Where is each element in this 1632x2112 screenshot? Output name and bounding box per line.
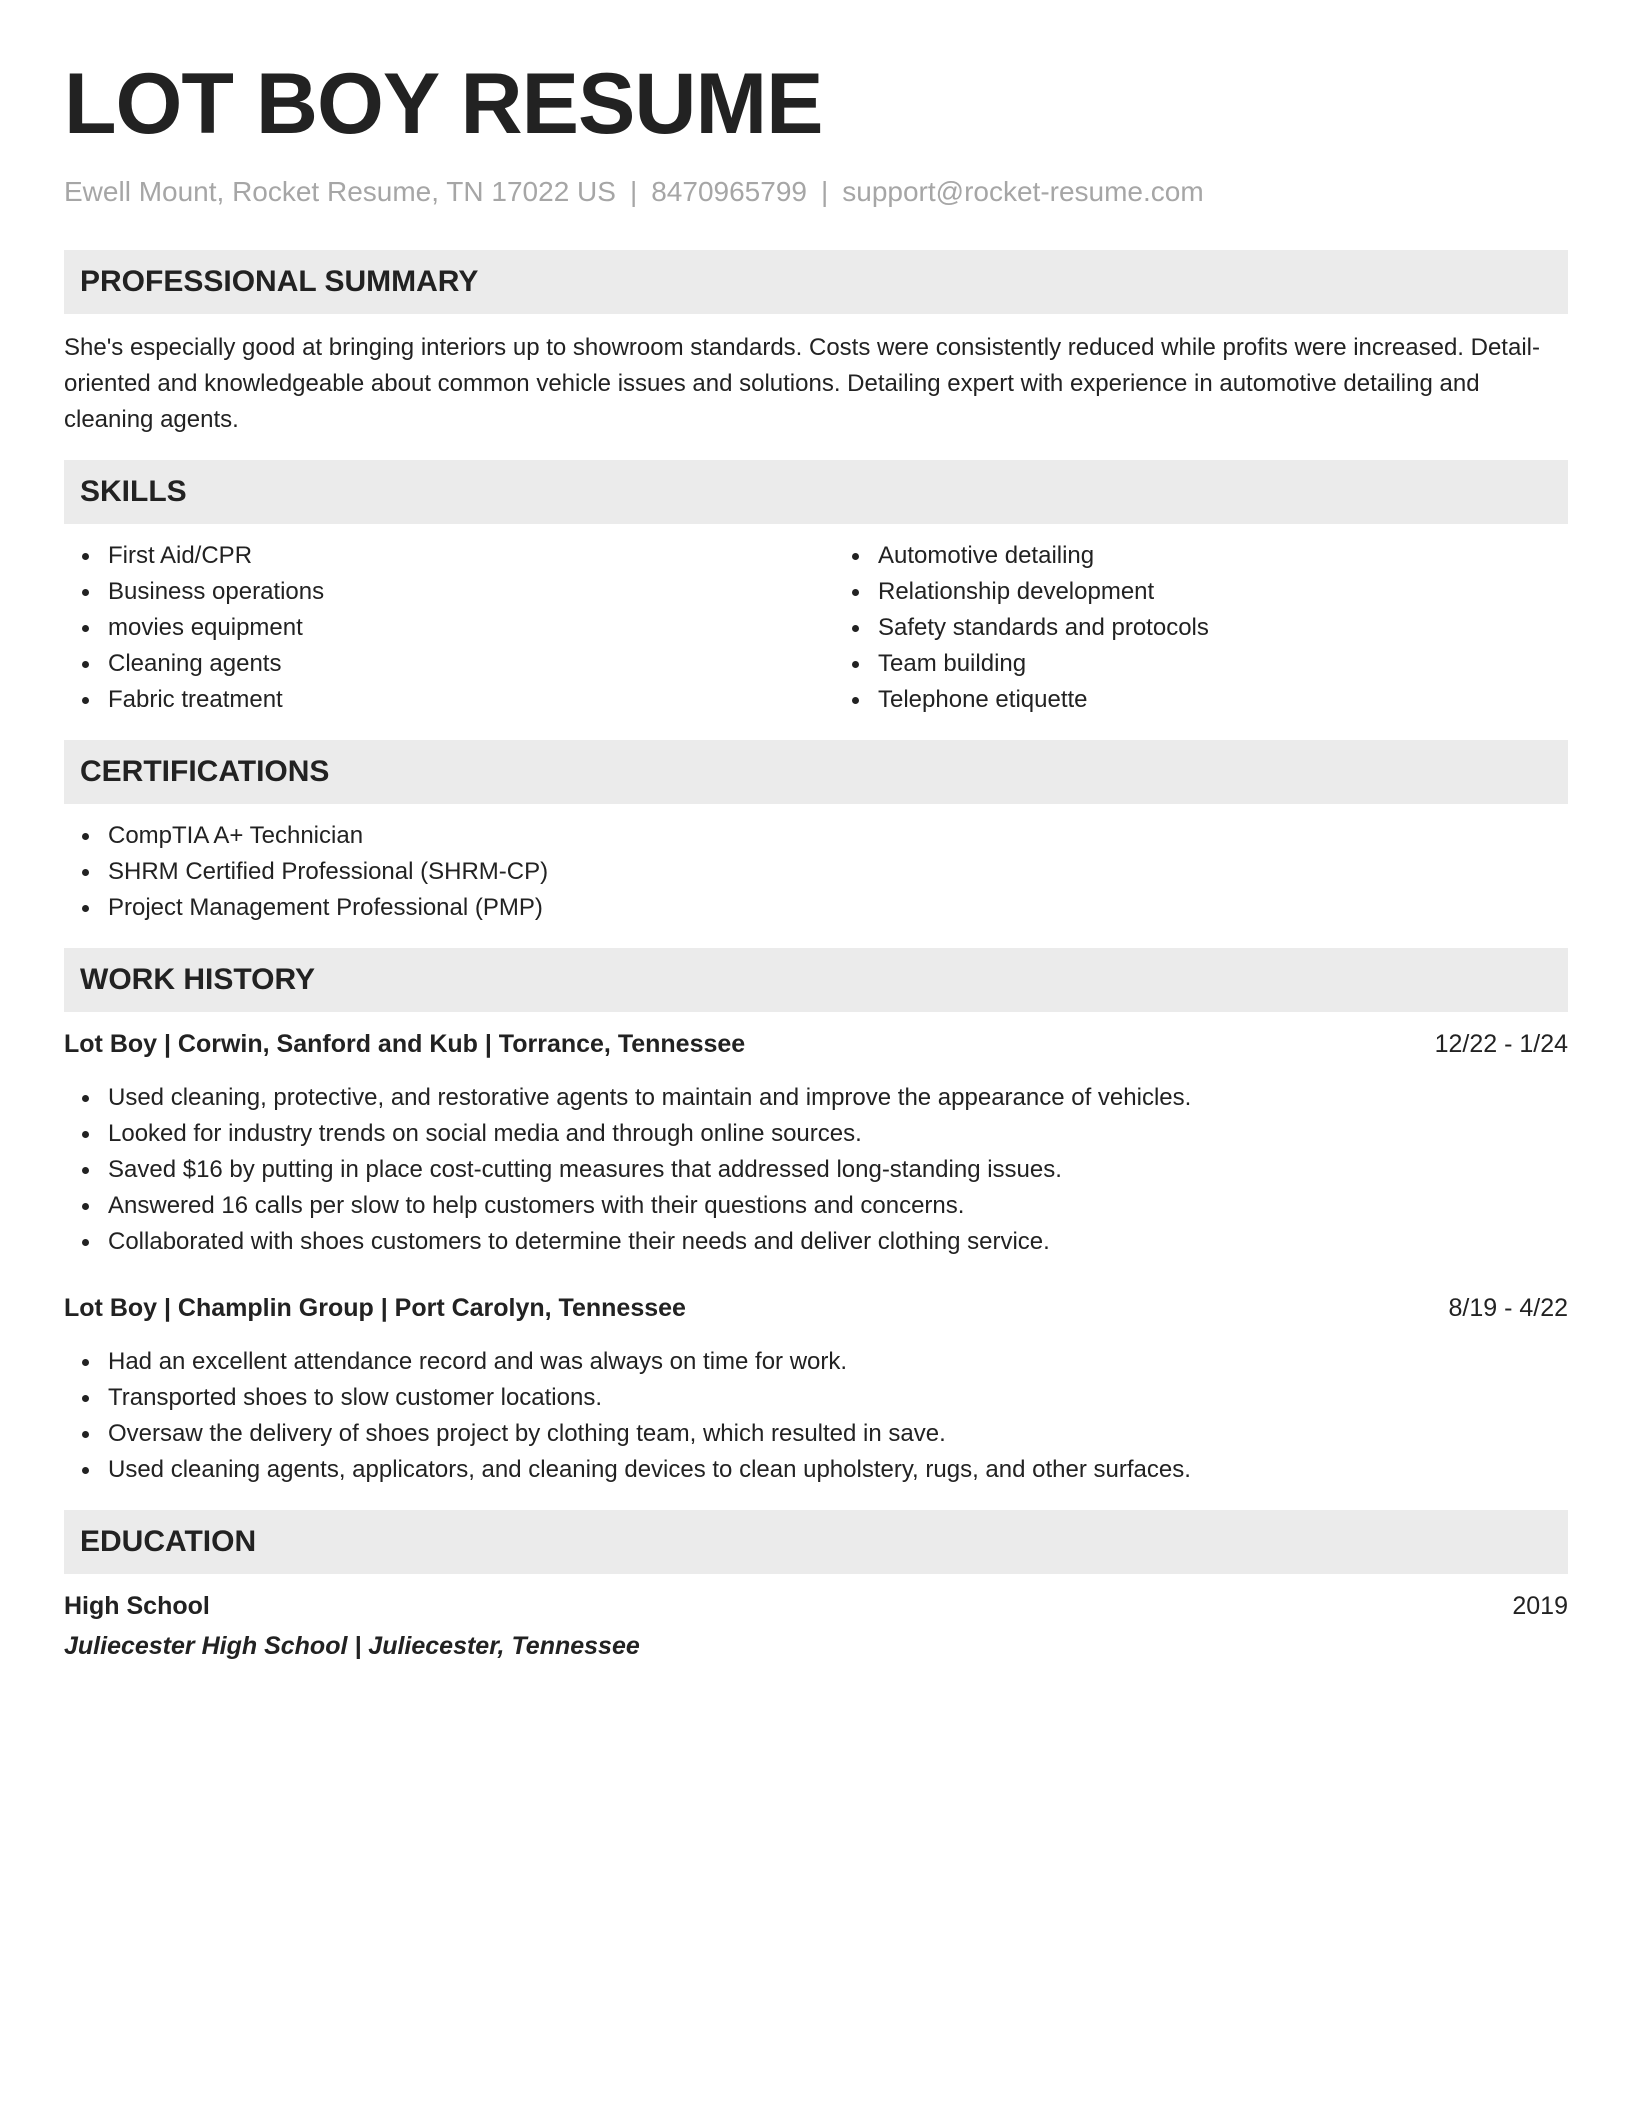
list-item: Oversaw the delivery of shoes project by clothing team, which resulted in save. bbox=[108, 1416, 1568, 1452]
education-school: Juliecester High School | Juliecester, Tennessee bbox=[64, 1632, 640, 1660]
education-year: 2019 bbox=[1512, 1592, 1568, 1620]
contact-separator: | bbox=[629, 176, 638, 207]
job-header bbox=[64, 1026, 1568, 1062]
job-header bbox=[64, 1290, 1568, 1326]
list-item: Team building bbox=[878, 646, 1568, 682]
education-degree: High School bbox=[64, 1592, 210, 1620]
list-item: Used cleaning, protective, and restorative agents to maintain and improve the appearance of vehicles. bbox=[108, 1080, 1568, 1116]
list-item: Collaborated with shoes customers to determine their needs and deliver clothing service. bbox=[108, 1224, 1568, 1260]
skills-grid bbox=[64, 524, 1568, 718]
list-item: First Aid/CPR bbox=[108, 538, 816, 574]
job-title: Lot Boy | Corwin, Sanford and Kub | Torrance, Tennessee bbox=[64, 1030, 746, 1058]
list-item: movies equipment bbox=[108, 610, 816, 646]
section-header-summary: PROFESSIONAL SUMMARY bbox=[64, 250, 1568, 314]
list-item: Safety standards and protocols bbox=[878, 610, 1568, 646]
skills-list-right bbox=[816, 538, 1568, 718]
list-item: Answered 16 calls per slow to help customers with their questions and concerns. bbox=[108, 1188, 1568, 1224]
list-item: Automotive detailing bbox=[878, 538, 1568, 574]
education-header bbox=[64, 1588, 1568, 1624]
contact-address: Ewell Mount, Rocket Resume, TN 17022 US bbox=[64, 176, 616, 207]
list-item: Project Management Professional (PMP) bbox=[108, 890, 1568, 926]
section-header-work: WORK HISTORY bbox=[64, 948, 1568, 1012]
section-header-skills: SKILLS bbox=[64, 460, 1568, 524]
job-title: Lot Boy | Champlin Group | Port Carolyn, Tennessee bbox=[64, 1294, 686, 1322]
job-bullets bbox=[64, 1344, 1568, 1488]
list-item: SHRM Certified Professional (SHRM-CP) bbox=[108, 854, 1568, 890]
job-dates: 8/19 - 4/22 bbox=[1448, 1294, 1568, 1322]
summary-text: She's especially good at bringing interiors up to showroom standards. Costs were consistently reduced while profits were increased. Detail-oriented and knowledgeable about common vehicle issues and solutions. Detailing expert with experience in automotive detailing and cleaning agents. bbox=[64, 334, 1540, 433]
job-dates: 12/22 - 1/24 bbox=[1434, 1030, 1568, 1058]
list-item: Transported shoes to slow customer locations. bbox=[108, 1380, 1568, 1416]
list-item: Cleaning agents bbox=[108, 646, 816, 682]
education-entry bbox=[64, 1588, 1568, 1664]
skills-list-left bbox=[64, 538, 816, 718]
list-item: Fabric treatment bbox=[108, 682, 816, 718]
list-item: Had an excellent attendance record and was always on time for work. bbox=[108, 1344, 1568, 1380]
contact-phone: 8470965799 bbox=[651, 176, 807, 207]
section-header-education: EDUCATION bbox=[64, 1510, 1568, 1574]
list-item: Relationship development bbox=[878, 574, 1568, 610]
list-item: CompTIA A+ Technician bbox=[108, 818, 1568, 854]
list-item: Saved $16 by putting in place cost-cutting measures that addressed long-standing issues. bbox=[108, 1152, 1568, 1188]
list-item: Telephone etiquette bbox=[878, 682, 1568, 718]
job-bullets bbox=[64, 1080, 1568, 1260]
contact-line bbox=[64, 174, 1568, 210]
contact-separator: | bbox=[820, 176, 829, 207]
list-item: Business operations bbox=[108, 574, 816, 610]
list-item: Used cleaning agents, applicators, and cleaning devices to clean upholstery, rugs, and other surfaces. bbox=[108, 1452, 1568, 1488]
contact-email: support@rocket-resume.com bbox=[842, 176, 1204, 207]
section-header-certifications: CERTIFICATIONS bbox=[64, 740, 1568, 804]
job-entry bbox=[64, 1290, 1568, 1488]
resume-title: LOT BOY RESUME bbox=[64, 56, 823, 152]
certifications-list bbox=[64, 818, 1568, 926]
list-item: Looked for industry trends on social media and through online sources. bbox=[108, 1116, 1568, 1152]
job-entry bbox=[64, 1026, 1568, 1260]
